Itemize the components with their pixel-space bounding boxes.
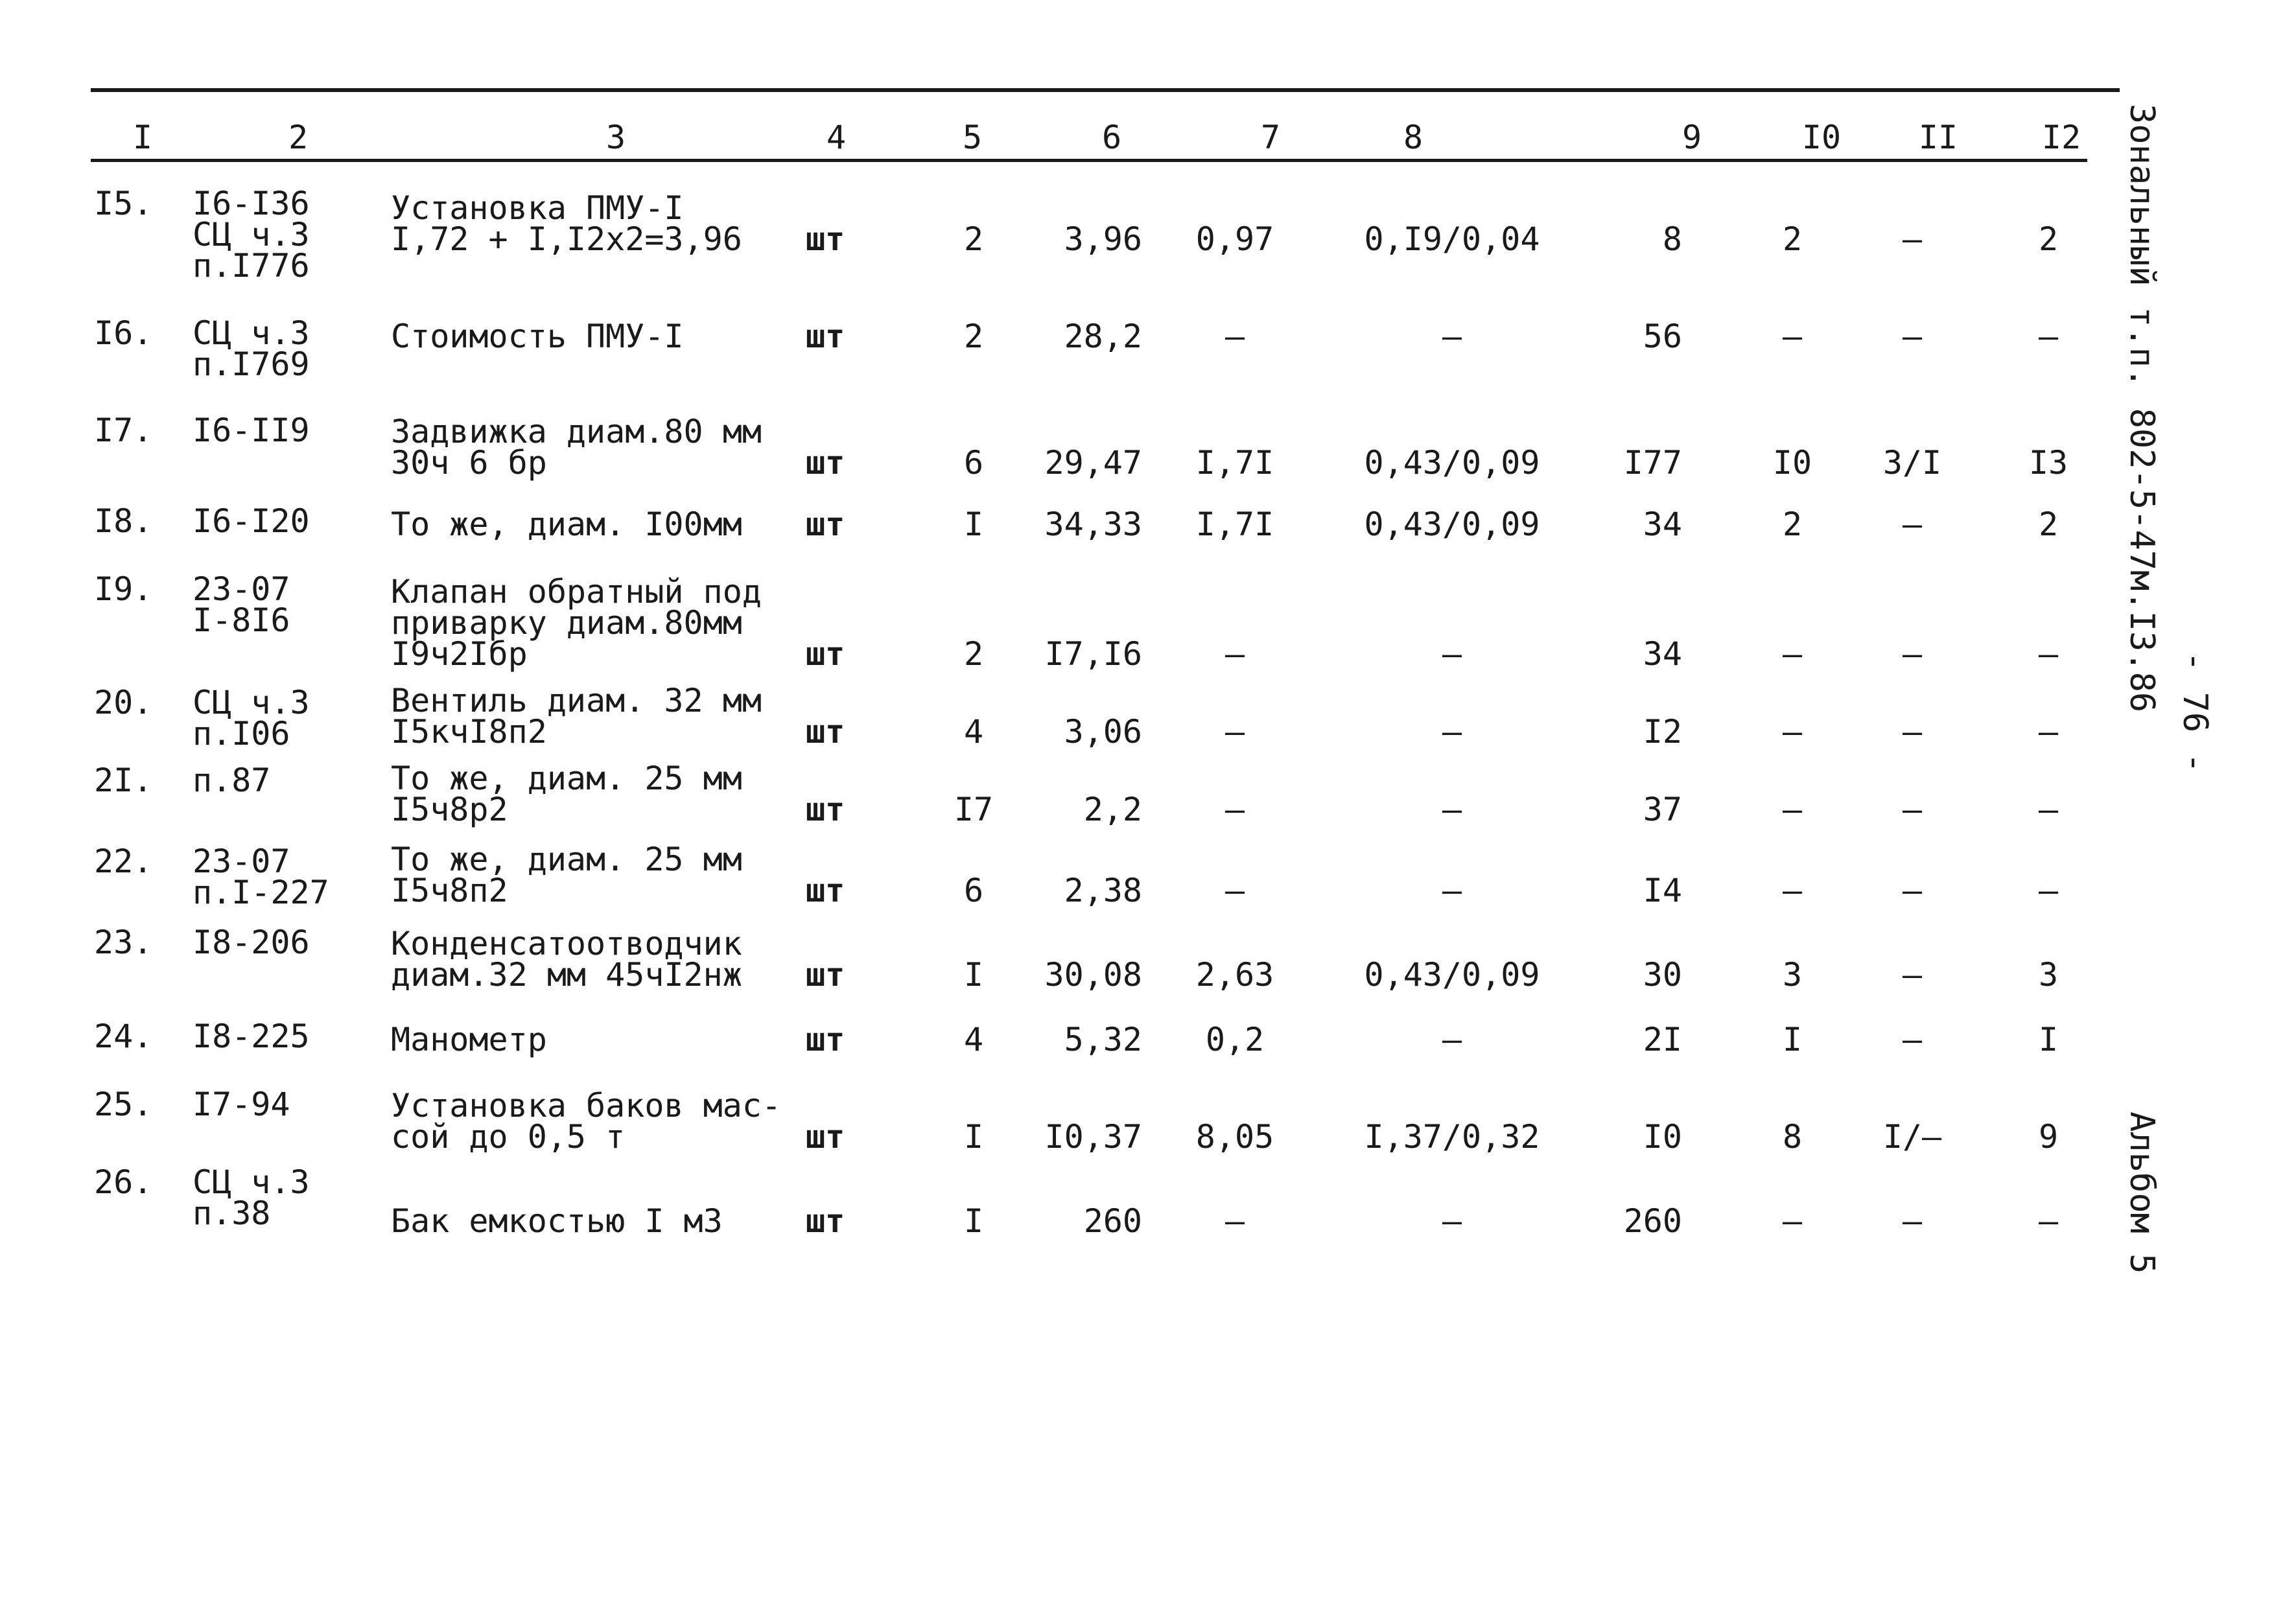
row-6-c12: – — [2038, 713, 2059, 751]
row-2-c7: – — [1224, 318, 1245, 355]
row-10-qty: 4 — [963, 1021, 984, 1058]
row-8-c12: – — [2038, 872, 2059, 909]
column-header-7: 7 — [1260, 119, 1281, 156]
row-2-c9: 56 — [1643, 318, 1682, 355]
column-header-11: II — [1918, 119, 1958, 156]
row-1-num: I5. — [94, 185, 153, 222]
row-2-qty: 2 — [963, 318, 984, 355]
row-5-c10: – — [1782, 635, 1803, 673]
row-4-c11: – — [1902, 506, 1923, 543]
row-6-c6: 3,06 — [1064, 713, 1142, 751]
row-1-c8: 0,I9/0,04 — [1364, 220, 1540, 258]
top-rule — [91, 88, 2120, 92]
row-4-c12: 2 — [2038, 506, 2059, 543]
row-4-c10: 2 — [1782, 506, 1803, 543]
row-5-code: 23-07 I-8I6 — [193, 570, 290, 639]
row-12-unit: шт — [806, 1202, 845, 1240]
row-8-c7: – — [1224, 872, 1245, 909]
row-3-c10: I0 — [1772, 444, 1812, 482]
row-5-c12: – — [2038, 635, 2059, 673]
row-10-c12: I — [2038, 1021, 2059, 1058]
row-1-c9: 8 — [1662, 220, 1682, 258]
column-header-6: 6 — [1101, 119, 1122, 156]
row-7-c10: – — [1782, 791, 1803, 828]
row-8-qty: 6 — [963, 872, 984, 909]
row-4-c8: 0,43/0,09 — [1364, 506, 1540, 543]
row-3-unit: шт — [806, 444, 845, 482]
row-6-c11: – — [1902, 713, 1923, 751]
row-1-c11: – — [1902, 220, 1923, 258]
row-7-c6: 2,2 — [1083, 791, 1142, 828]
row-10-unit: шт — [806, 1021, 845, 1058]
row-7-c11: – — [1902, 791, 1923, 828]
row-6-c7: – — [1224, 713, 1245, 751]
row-5-c11: – — [1902, 635, 1923, 673]
row-2-code: СЦ ч.3 п.I769 — [193, 314, 310, 383]
row-7-name: То же, диам. 25 мм I5ч8р2 — [391, 760, 742, 828]
column-header-3: 3 — [605, 119, 626, 156]
row-8-c8: – — [1442, 872, 1462, 909]
row-9-c9: 30 — [1643, 956, 1682, 994]
row-9-num: 23. — [94, 924, 153, 961]
row-7-unit: шт — [806, 791, 845, 828]
row-7-c8: – — [1442, 791, 1462, 828]
row-6-c8: – — [1442, 713, 1462, 751]
row-12-name: Бак емкостью I м3 — [391, 1202, 723, 1240]
row-1-unit: шт — [806, 220, 845, 258]
column-header-1: I — [132, 119, 153, 156]
row-2-num: I6. — [94, 314, 153, 352]
row-8-num: 22. — [94, 843, 153, 880]
row-9-code: I8-206 — [193, 924, 310, 961]
row-8-code: 23-07 п.I-227 — [193, 843, 329, 911]
row-11-c11: I/– — [1882, 1118, 1942, 1156]
row-3-c7: I,7I — [1195, 444, 1274, 482]
row-6-qty: 4 — [963, 713, 984, 751]
row-4-qty: I — [963, 506, 984, 543]
row-9-c10: 3 — [1782, 956, 1803, 994]
row-10-c8: – — [1442, 1021, 1462, 1058]
row-6-name: Вентиль диам. 32 мм I5кчI8п2 — [391, 682, 762, 751]
column-header-8: 8 — [1403, 119, 1423, 156]
column-header-9: 9 — [1681, 119, 1702, 156]
row-2-c8: – — [1442, 318, 1462, 355]
column-header-2: 2 — [288, 119, 309, 156]
row-9-name: Конденсатоотводчик диам.32 мм 45чI2нж — [391, 925, 742, 994]
row-5-unit: шт — [806, 635, 845, 673]
row-8-name: То же, диам. 25 мм I5ч8п2 — [391, 841, 742, 909]
row-2-c10: – — [1782, 318, 1803, 355]
row-8-c10: – — [1782, 872, 1803, 909]
row-11-c9: I0 — [1643, 1118, 1682, 1156]
row-1-c10: 2 — [1782, 220, 1803, 258]
row-12-c9: 260 — [1623, 1202, 1682, 1240]
row-4-code: I6-I20 — [193, 502, 310, 540]
row-10-name: Манометр — [391, 1021, 547, 1058]
row-4-c9: 34 — [1643, 506, 1682, 543]
row-3-qty: 6 — [963, 444, 984, 482]
row-10-num: 24. — [94, 1018, 153, 1055]
row-3-c8: 0,43/0,09 — [1364, 444, 1540, 482]
row-8-unit: шт — [806, 872, 845, 909]
row-10-c7: 0,2 — [1205, 1021, 1265, 1058]
row-2-unit: шт — [806, 318, 845, 355]
row-11-c10: 8 — [1782, 1118, 1803, 1156]
row-1-c6: 3,96 — [1064, 220, 1142, 258]
row-3-c6: 29,47 — [1044, 444, 1142, 482]
row-10-c6: 5,32 — [1064, 1021, 1142, 1058]
row-9-unit: шт — [806, 956, 845, 994]
row-9-c11: – — [1902, 956, 1923, 994]
row-3-code: I6-II9 — [193, 412, 310, 449]
row-11-c12: 9 — [2038, 1118, 2059, 1156]
row-11-c7: 8,05 — [1195, 1118, 1274, 1156]
row-11-name: Установка баков мас- сой до 0,5 т — [391, 1087, 782, 1156]
row-7-c12: – — [2038, 791, 2059, 828]
album-label: Альбом 5 — [2122, 1112, 2161, 1274]
row-11-c6: I0,37 — [1044, 1118, 1142, 1156]
column-header-10: I0 — [1801, 119, 1842, 156]
header-rule — [91, 159, 2087, 162]
row-10-c9: 2I — [1643, 1021, 1682, 1058]
row-6-num: 20. — [94, 684, 153, 721]
row-4-num: I8. — [94, 502, 153, 540]
row-11-unit: шт — [806, 1118, 845, 1156]
row-3-c12: I3 — [2028, 444, 2068, 482]
row-8-c9: I4 — [1643, 872, 1682, 909]
row-11-num: 25. — [94, 1086, 153, 1123]
row-9-c8: 0,43/0,09 — [1364, 956, 1540, 994]
column-header-12: I2 — [2041, 119, 2081, 156]
page-number: - 76 - — [2175, 651, 2214, 773]
row-12-c12: – — [2038, 1202, 2059, 1240]
row-2-c6: 28,2 — [1064, 318, 1142, 355]
row-7-qty: I7 — [954, 791, 994, 828]
row-4-name: То же, диам. I00мм — [391, 506, 742, 543]
row-3-c9: I77 — [1623, 444, 1682, 482]
row-9-qty: I — [963, 956, 984, 994]
row-12-qty: I — [963, 1202, 984, 1240]
row-10-c11: – — [1902, 1021, 1923, 1058]
row-6-c9: I2 — [1643, 713, 1682, 751]
row-9-c6: 30,08 — [1044, 956, 1142, 994]
row-5-name: Клапан обратный под приварку диам.80мм I9ч2Iбр — [391, 573, 762, 673]
row-6-c10: – — [1782, 713, 1803, 751]
row-7-c7: – — [1224, 791, 1245, 828]
row-1-name: Установка ПМУ-I I,72 + I,I2x2=3,96 — [391, 189, 742, 258]
row-11-c8: I,37/0,32 — [1364, 1118, 1540, 1156]
row-4-unit: шт — [806, 506, 845, 543]
row-12-c6: 260 — [1083, 1202, 1142, 1240]
row-1-qty: 2 — [963, 220, 984, 258]
row-5-num: I9. — [94, 570, 153, 608]
row-7-code: п.87 — [193, 762, 271, 799]
row-9-c7: 2,63 — [1195, 956, 1274, 994]
row-5-c6: I7,I6 — [1044, 635, 1142, 673]
row-3-num: I7. — [94, 412, 153, 449]
column-header-5: 5 — [962, 119, 983, 156]
row-8-c11: – — [1902, 872, 1923, 909]
row-5-c7: – — [1224, 635, 1245, 673]
row-2-c12: – — [2038, 318, 2059, 355]
row-4-c6: 34,33 — [1044, 506, 1142, 543]
row-11-code: I7-94 — [193, 1086, 290, 1123]
row-6-unit: шт — [806, 713, 845, 751]
row-8-c6: 2,38 — [1064, 872, 1142, 909]
row-12-c10: – — [1782, 1202, 1803, 1240]
row-12-c8: – — [1442, 1202, 1462, 1240]
row-12-c11: – — [1902, 1202, 1923, 1240]
row-12-code: СЦ ч.3 п.38 — [193, 1163, 310, 1232]
row-5-qty: 2 — [963, 635, 984, 673]
row-5-c8: – — [1442, 635, 1462, 673]
row-7-c9: 37 — [1643, 791, 1682, 828]
row-3-c11: 3/I — [1882, 444, 1942, 482]
row-12-num: 26. — [94, 1163, 153, 1201]
column-header-4: 4 — [826, 119, 847, 156]
row-2-name: Стоимость ПМУ-I — [391, 318, 684, 355]
row-1-code: I6-I36 СЦ ч.3 п.I776 — [193, 185, 310, 285]
project-code: Зональный т.п. 802-5-47м.I3.86 — [2122, 104, 2161, 713]
row-1-c7: 0,97 — [1195, 220, 1274, 258]
row-2-c11: – — [1902, 318, 1923, 355]
row-3-name: Задвижка диам.80 мм 30ч 6 бр — [391, 413, 762, 482]
row-6-code: СЦ ч.3 п.I06 — [193, 684, 310, 752]
row-5-c9: 34 — [1643, 635, 1682, 673]
row-9-c12: 3 — [2038, 956, 2059, 994]
row-7-num: 2I. — [94, 762, 153, 799]
row-12-c7: – — [1224, 1202, 1245, 1240]
row-11-qty: I — [963, 1118, 984, 1156]
row-4-c7: I,7I — [1195, 506, 1274, 543]
row-10-code: I8-225 — [193, 1018, 310, 1055]
row-1-c12: 2 — [2038, 220, 2059, 258]
row-10-c10: I — [1782, 1021, 1803, 1058]
